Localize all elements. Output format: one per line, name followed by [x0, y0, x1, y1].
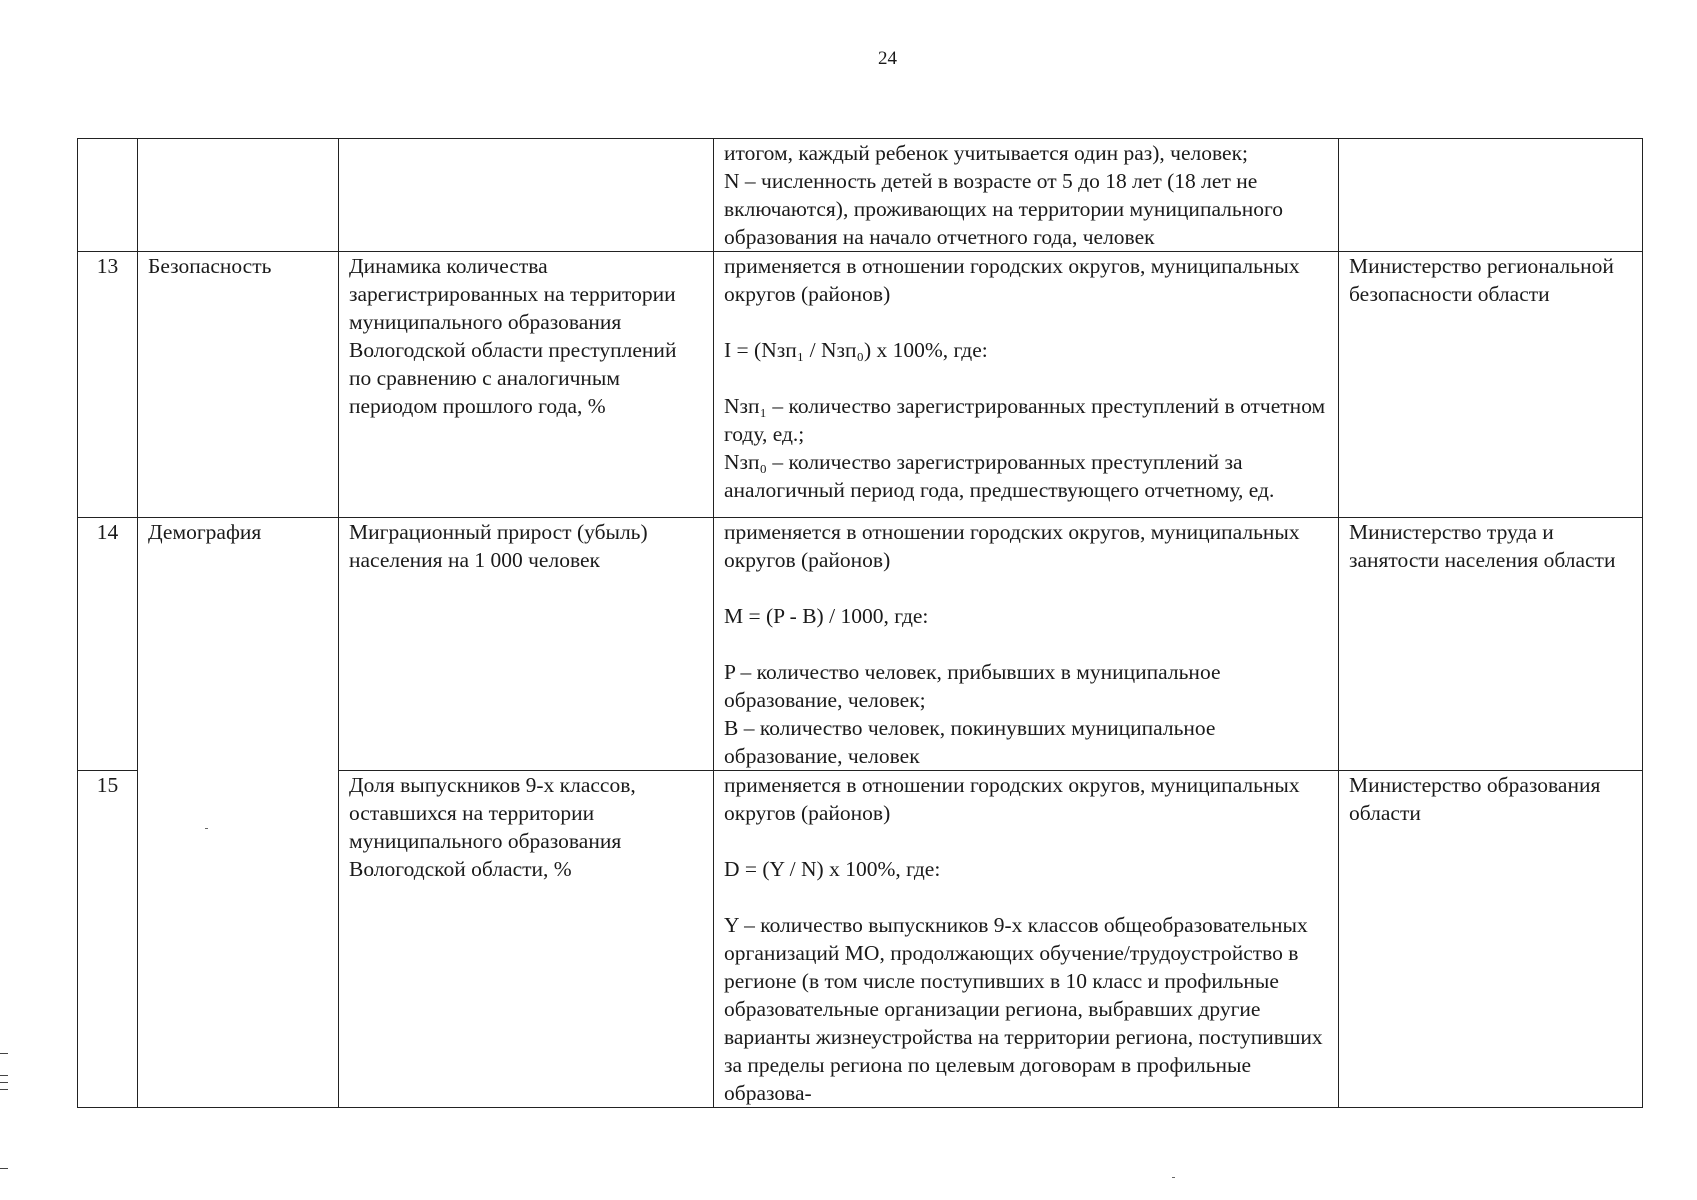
method-intro: применяется в отношении городских округов, муниципальных округов (районов) [724, 520, 1300, 572]
method-cell [714, 252, 1339, 518]
method-formula: D = (Y / N) x 100%, где: [724, 857, 941, 881]
row-number: 15 [78, 771, 138, 1108]
scan-mark [0, 1053, 8, 1054]
method-text: итогом, каждый ребенок учитывается один раз), человек; N – численность детей в возрасте от 5 до 18 лет (18 лет не включаются), проживающих на территории муниципального образования на начало отчетного года, человек [724, 141, 1283, 249]
row-number [78, 139, 138, 252]
indicator-cell: Доля выпускников 9-х классов, оставшихся на территории муниципального образования Вологодской области, % [339, 771, 714, 1108]
scan-mark [0, 1082, 8, 1083]
indicator-cell [339, 139, 714, 252]
row-number: 13 [78, 252, 138, 518]
indicator-cell: Динамика количества зарегистрированных на территории муниципального образования Вологодской области преступлений по сравнению с аналогичным периодом прошлого года, % [339, 252, 714, 518]
method-definitions: Y – количество выпускников 9-х классов общеобразовательных организаций МО, продолжающих обучение/трудоустройство в регионе (в том числе поступивших в 10 класс и профильные образовательные организации региона, выбравших другие варианты жизнеустройства на территории региона, поступивших за пределы региона по целевым договорам в профильные образова- [724, 913, 1323, 1105]
scan-mark [0, 1168, 8, 1169]
method-cell [714, 771, 1339, 1108]
method-cell [714, 139, 1339, 252]
sphere-cell [138, 771, 339, 1108]
table-row [78, 771, 1643, 1108]
scan-mark [0, 1075, 8, 1076]
scan-mark [0, 1089, 8, 1090]
indicators-table [77, 138, 1643, 1108]
method-definitions: P – количество человек, прибывших в муниципальное образование, человек; B – количество человек, покинувших муниципальное образование, человек [724, 660, 1221, 768]
method-formula: M = (P - B) / 1000, где: [724, 604, 929, 628]
sphere-cell: Демография [138, 518, 339, 771]
indicator-cell: Миграционный прирост (убыль) населения на 1 000 человек [339, 518, 714, 771]
scan-speck [205, 828, 208, 829]
sphere-cell: Безопасность [138, 252, 339, 518]
method-cell [714, 518, 1339, 771]
responsible-cell: Министерство труда и занятости населения области [1339, 518, 1643, 771]
scan-speck [1172, 1177, 1175, 1178]
table-row [78, 518, 1643, 771]
table-row [78, 252, 1643, 518]
responsible-cell [1339, 139, 1643, 252]
responsible-cell: Министерство образования области [1339, 771, 1643, 1108]
method-definitions: Nзп₁ – количество зарегистрированных преступлений в отчетном году, ед.; Nзп₀ – количество зарегистрированных преступлений за аналогичный период года, предшествующего отчетному, ед. [724, 394, 1326, 502]
table-row [78, 139, 1643, 252]
method-intro: применяется в отношении городских округов, муниципальных округов (районов) [724, 254, 1300, 306]
sphere-cell [138, 139, 339, 252]
method-intro: применяется в отношении городских округов, муниципальных округов (районов) [724, 773, 1300, 825]
method-formula: I = (Nзп₁ / Nзп₀) x 100%, где: [724, 338, 988, 362]
row-number: 14 [78, 518, 138, 771]
page-number: 24 [878, 48, 897, 69]
responsible-cell: Министерство региональной безопасности области [1339, 252, 1643, 518]
